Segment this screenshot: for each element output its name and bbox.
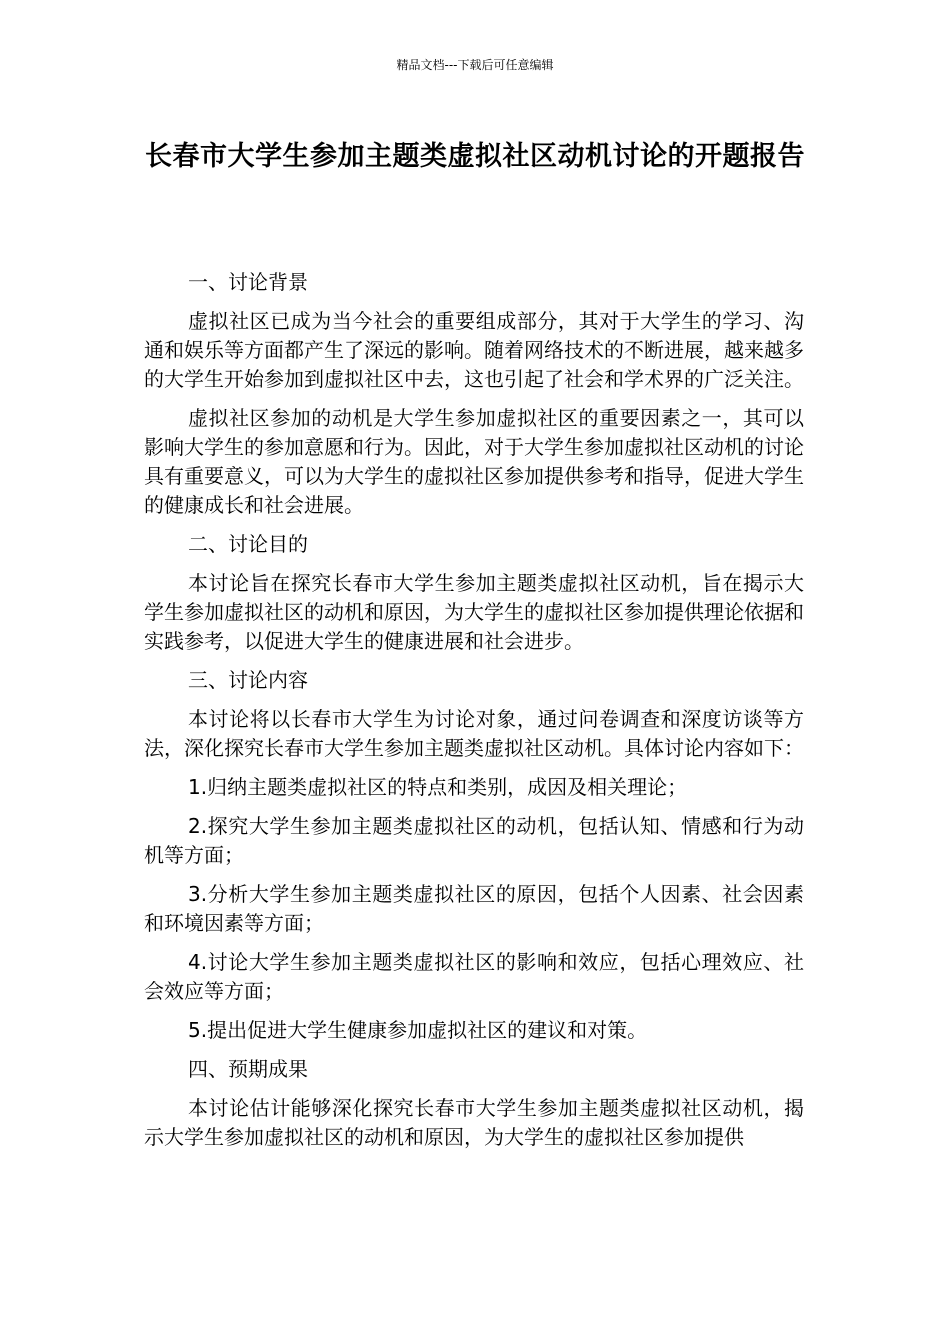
section-heading: 一、讨论背景 — [188, 270, 308, 294]
body-paragraph: 本讨论将以长春市大学生为讨论对象，通过问卷调查和深度访谈等方法，深化探究长春市大学生参加主题类虚拟社区动机。具体讨论内容如下： — [144, 707, 804, 760]
page-header: 精品文档---下载后可任意编辑 — [396, 58, 554, 72]
section-heading: 四、预期成果 — [188, 1057, 308, 1081]
document-body — [144, 268, 804, 1162]
list-item: 2.探究大学生参加主题类虚拟社区的动机，包括认知、情感和行为动机等方面； — [144, 814, 804, 867]
list-item: 4.讨论大学生参加主题类虚拟社区的影响和效应，包括心理效应、社会效应等方面； — [144, 950, 804, 1003]
section-heading: 二、讨论目的 — [188, 532, 308, 556]
list-item: 5.提出促进大学生健康参加虚拟社区的建议和对策。 — [188, 1018, 648, 1042]
body-paragraph: 本讨论旨在探究长春市大学生参加主题类虚拟社区动机，旨在揭示大学生参加虚拟社区的动机和原因，为大学生的虚拟社区参加提供理论依据和实践参考，以促进大学生的健康进展和社会进步。 — [144, 571, 804, 653]
list-item: 3.分析大学生参加主题类虚拟社区的原因，包括个人因素、社会因素和环境因素等方面； — [144, 882, 804, 935]
body-paragraph: 本讨论估计能够深化探究长春市大学生参加主题类虚拟社区动机，揭示大学生参加虚拟社区的动机和原因，为大学生的虚拟社区参加提供 — [144, 1096, 804, 1149]
section-heading: 三、讨论内容 — [188, 668, 308, 692]
body-paragraph: 虚拟社区参加的动机是大学生参加虚拟社区的重要因素之一，其可以影响大学生的参加意愿和行为。因此，对于大学生参加虚拟社区动机的讨论具有重要意义，可以为大学生的虚拟社区参加提供参考和指导，促进大学生的健康成长和社会进展。 — [144, 406, 804, 517]
body-paragraph: 虚拟社区已成为当今社会的重要组成部分，其对于大学生的学习、沟通和娱乐等方面都产生了深远的影响。随着网络技术的不断进展，越来越多的大学生开始参加到虚拟社区中去，这也引起了社会和学术界的广泛关注。 — [144, 309, 804, 391]
list-item: 1.归纳主题类虚拟社区的特点和类别，成因及相关理论； — [188, 775, 688, 799]
document-title: 长春市大学生参加主题类虚拟社区动机讨论的开题报告 — [145, 141, 805, 172]
